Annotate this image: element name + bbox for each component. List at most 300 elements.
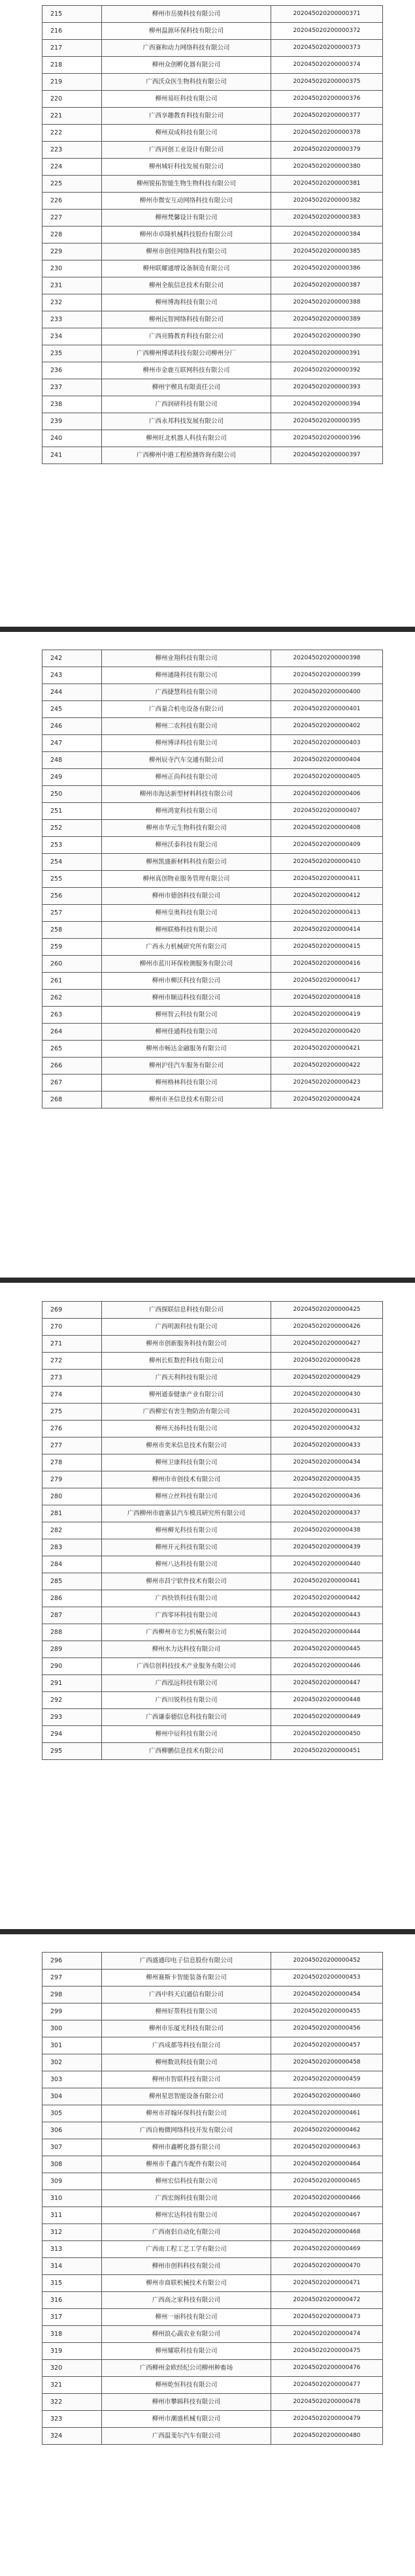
table-row xyxy=(42,1953,383,1970)
registration-code: 202045020200000410 xyxy=(271,854,383,871)
registration-code: 202045020200000425 xyxy=(271,1302,383,1319)
registration-code: 202045020200000444 xyxy=(271,1624,383,1641)
row-number: 267 xyxy=(42,1075,102,1092)
row-number: 223 xyxy=(42,142,102,159)
registration-code: 202045020200000422 xyxy=(271,1058,383,1075)
company-name: 柳州数讯科技有限公司 xyxy=(102,2054,271,2071)
company-name: 柳州凯盛新材料科技有限公司 xyxy=(102,854,271,871)
row-number: 273 xyxy=(42,1370,102,1387)
registration-code: 202045020200000404 xyxy=(271,752,383,769)
company-name: 柳州沃泰科技有限公司 xyxy=(102,837,271,854)
row-number: 294 xyxy=(42,1726,102,1743)
row-number: 284 xyxy=(42,1556,102,1573)
company-name: 广西盛通印电子信息股份有限公司 xyxy=(102,1953,271,1970)
row-number: 243 xyxy=(42,667,102,684)
table-row xyxy=(42,2275,383,2292)
table-row xyxy=(42,125,383,142)
registration-code: 202045020200000394 xyxy=(271,396,383,413)
registration-code: 202045020200000461 xyxy=(271,2105,383,2122)
company-name: 柳州赛斯卡智能装备有限公司 xyxy=(102,1970,271,1987)
row-number: 253 xyxy=(42,837,102,854)
company-name: 柳州皇奥科技有限公司 xyxy=(102,905,271,922)
table-row xyxy=(42,871,383,888)
company-name: 柳州水力达科技有限公司 xyxy=(102,1641,271,1658)
row-number: 224 xyxy=(42,159,102,176)
row-number: 275 xyxy=(42,1404,102,1421)
table-row xyxy=(42,396,383,413)
company-name: 柳州双成科技有限公司 xyxy=(102,125,271,142)
row-number: 249 xyxy=(42,769,102,786)
table-row xyxy=(42,1726,383,1743)
registration-code: 202045020200000397 xyxy=(271,447,383,464)
table-row xyxy=(42,159,383,176)
row-number: 234 xyxy=(42,328,102,345)
registration-code: 202045020200000418 xyxy=(271,990,383,1007)
table-row xyxy=(42,6,383,23)
company-name: 广西柳州金欧经纪公司柳州种畜场 xyxy=(102,2360,271,2377)
row-number: 299 xyxy=(42,2003,102,2020)
company-name: 广西探联信息科技有限公司 xyxy=(102,1302,271,1319)
company-name: 柳州市卓隆机械科技股份有限公司 xyxy=(102,227,271,243)
table-row xyxy=(42,91,383,108)
row-number: 244 xyxy=(42,684,102,701)
table-row xyxy=(42,701,383,718)
table-row xyxy=(42,973,383,990)
row-number: 250 xyxy=(42,786,102,803)
row-number: 322 xyxy=(42,2394,102,2411)
table-row xyxy=(42,905,383,922)
row-number: 304 xyxy=(42,2088,102,2105)
registration-code: 202045020200000453 xyxy=(271,1970,383,1987)
row-number: 317 xyxy=(42,2309,102,2326)
company-name: 柳州立丝科技有限公司 xyxy=(102,1488,271,1505)
registration-code: 202045020200000420 xyxy=(271,1024,383,1041)
table-row xyxy=(42,2377,383,2394)
company-name: 柳州温源环保科技有限公司 xyxy=(102,23,271,40)
registration-code: 202045020200000474 xyxy=(271,2326,383,2343)
registration-code: 202045020200000445 xyxy=(271,1641,383,1658)
registration-code: 202045020200000385 xyxy=(271,243,383,260)
company-name: 柳州市柳沃科技有限公司 xyxy=(102,973,271,990)
row-number: 240 xyxy=(42,430,102,447)
registration-code: 202045020200000439 xyxy=(271,1539,383,1556)
registration-code: 202045020200000398 xyxy=(271,650,383,667)
registration-code: 202045020200000414 xyxy=(271,922,383,939)
company-name: 柳州市德创科技有限公司 xyxy=(102,888,271,905)
company-name: 柳州市智联科技有限公司 xyxy=(102,2071,271,2088)
company-name: 柳州业翔科技有限公司 xyxy=(102,650,271,667)
company-name: 广西赛和动力网络科技有限公司 xyxy=(102,40,271,57)
registration-code: 202045020200000383 xyxy=(271,210,383,227)
registration-code: 202045020200000408 xyxy=(271,820,383,837)
registration-code: 202045020200000471 xyxy=(271,2275,383,2292)
company-name: 柳州好帮科技有限公司 xyxy=(102,2003,271,2020)
row-number: 314 xyxy=(42,2258,102,2275)
table-row xyxy=(42,1658,383,1675)
table-row xyxy=(42,939,383,956)
registration-code: 202045020200000434 xyxy=(271,1454,383,1471)
row-number: 280 xyxy=(42,1488,102,1505)
row-number: 288 xyxy=(42,1624,102,1641)
registration-code: 202045020200000381 xyxy=(271,176,383,193)
company-name: 柳州市顺迈科技有限公司 xyxy=(102,990,271,1007)
company-name: 柳州智云科技有限公司 xyxy=(102,1007,271,1024)
company-name: 广西自梅微网络科技开发有限公司 xyxy=(102,2122,271,2139)
table-row xyxy=(42,1058,383,1075)
registration-code: 202045020200000382 xyxy=(271,193,383,210)
company-name: 柳州旺北机器人科技有限公司 xyxy=(102,430,271,447)
company-name: 柳州长虹数控科技有限公司 xyxy=(102,1353,271,1370)
page-separator xyxy=(0,1278,415,1283)
row-number: 236 xyxy=(42,362,102,379)
company-name: 柳州卫康科技有限公司 xyxy=(102,1454,271,1471)
table-row xyxy=(42,2428,383,2445)
table-row xyxy=(42,2292,383,2309)
company-name: 柳州市创新服务科技有限公司 xyxy=(102,1336,271,1353)
registration-code: 202045020200000393 xyxy=(271,379,383,396)
row-number: 298 xyxy=(42,1987,102,2003)
company-name: 柳州城轩科技发展有限公司 xyxy=(102,159,271,176)
registration-code: 202045020200000417 xyxy=(271,973,383,990)
row-number: 276 xyxy=(42,1421,102,1437)
company-name: 广西谦泰德信息科技有限公司 xyxy=(102,1709,271,1726)
table-row xyxy=(42,854,383,871)
registration-code: 202045020200000411 xyxy=(271,871,383,888)
company-name: 柳州市千鑫汽车配件有限公司 xyxy=(102,2156,271,2173)
company-name: 广西河创工业设计有限公司 xyxy=(102,142,271,159)
company-name: 柳州中辰科技有限公司 xyxy=(102,1726,271,1743)
row-number: 278 xyxy=(42,1454,102,1471)
row-number: 297 xyxy=(42,1970,102,1987)
company-name: 柳州市市创技术有限公司 xyxy=(102,1471,271,1488)
row-number: 289 xyxy=(42,1641,102,1658)
table-row xyxy=(42,1590,383,1607)
row-number: 313 xyxy=(42,2241,102,2258)
company-name: 广西零环科技有限公司 xyxy=(102,1607,271,1624)
table-row xyxy=(42,57,383,74)
table-row xyxy=(42,2020,383,2037)
company-name: 广西柳宏有害生物防治有限公司 xyxy=(102,1404,271,1421)
registration-code: 202045020200000390 xyxy=(271,328,383,345)
company-name: 柳州易旺科技有限公司 xyxy=(102,91,271,108)
registration-code: 202045020200000464 xyxy=(271,2156,383,2173)
table-row xyxy=(42,2071,383,2088)
registration-code: 202045020200000454 xyxy=(271,1987,383,2003)
row-number: 231 xyxy=(42,277,102,294)
row-number: 324 xyxy=(42,2428,102,2445)
table-row xyxy=(42,2224,383,2241)
table-row xyxy=(42,1454,383,1471)
row-number: 268 xyxy=(42,1092,102,1108)
registration-code: 202045020200000480 xyxy=(271,2428,383,2445)
table-row xyxy=(42,2360,383,2377)
registration-code: 202045020200000421 xyxy=(271,1041,383,1058)
row-number: 277 xyxy=(42,1437,102,1454)
table-row xyxy=(42,447,383,464)
table-row xyxy=(42,956,383,973)
table-row xyxy=(42,210,383,227)
company-name: 广西温斐尔汽车有限公司 xyxy=(102,2428,271,2445)
registration-code: 202045020200000406 xyxy=(271,786,383,803)
registration-code: 202045020200000450 xyxy=(271,1726,383,1743)
registration-code: 202045020200000432 xyxy=(271,1421,383,1437)
row-number: 263 xyxy=(42,1007,102,1024)
company-name: 柳州开元科技有限公司 xyxy=(102,1539,271,1556)
company-name: 柳州宏达科技有限公司 xyxy=(102,2207,271,2224)
row-number: 230 xyxy=(42,260,102,277)
registration-code: 202045020200000437 xyxy=(271,1505,383,1522)
document-page-1 xyxy=(0,0,415,618)
registration-code: 202045020200000380 xyxy=(271,159,383,176)
row-number: 227 xyxy=(42,210,102,227)
row-number: 281 xyxy=(42,1505,102,1522)
registration-code: 202045020200000424 xyxy=(271,1092,383,1108)
table-row xyxy=(42,345,383,362)
company-name: 柳州市海达新型材料科技有限公司 xyxy=(102,786,271,803)
company-name: 广西捷慧科技有限公司 xyxy=(102,684,271,701)
registration-code: 202045020200000441 xyxy=(271,1573,383,1590)
table-row xyxy=(42,1319,383,1336)
row-number: 251 xyxy=(42,803,102,820)
registration-code: 202045020200000467 xyxy=(271,2207,383,2224)
row-number: 301 xyxy=(42,2037,102,2054)
row-number: 279 xyxy=(42,1471,102,1488)
registration-code: 202045020200000451 xyxy=(271,1743,383,1760)
registration-code: 202045020200000429 xyxy=(271,1370,383,1387)
registration-code: 202045020200000427 xyxy=(271,1336,383,1353)
company-name: 柳州博海科技有限公司 xyxy=(102,294,271,311)
company-name: 柳州市商联机械技术有限公司 xyxy=(102,2275,271,2292)
row-number: 269 xyxy=(42,1302,102,1319)
row-number: 303 xyxy=(42,2071,102,2088)
registration-code: 202045020200000463 xyxy=(271,2139,383,2156)
registration-code: 202045020200000416 xyxy=(271,956,383,973)
company-name: 广西润研科技有限公司 xyxy=(102,396,271,413)
registration-code: 202045020200000426 xyxy=(271,1319,383,1336)
company-name: 柳州联耀通增设备制造有限公司 xyxy=(102,260,271,277)
row-number: 293 xyxy=(42,1709,102,1726)
row-number: 305 xyxy=(42,2105,102,2122)
table-row xyxy=(42,2190,383,2207)
company-name: 柳州市蓝川环保检测服务有限公司 xyxy=(102,956,271,973)
table-row xyxy=(42,803,383,820)
table-row xyxy=(42,922,383,939)
table-row xyxy=(42,837,383,854)
row-number: 315 xyxy=(42,2275,102,2292)
row-number: 302 xyxy=(42,2054,102,2071)
company-name: 柳州鸿宽科技有限公司 xyxy=(102,803,271,820)
company-name: 广西川锐科技有限公司 xyxy=(102,1692,271,1709)
registration-code: 202045020200000403 xyxy=(271,735,383,752)
registration-code: 202045020200000446 xyxy=(271,1658,383,1675)
company-name: 广西宏阁科技有限公司 xyxy=(102,2190,271,2207)
page-separator xyxy=(0,1929,415,1934)
company-name: 柳州辰寺汽车交通有限公司 xyxy=(102,752,271,769)
table-row xyxy=(42,718,383,735)
company-name: 柳州柳光科技有限公司 xyxy=(102,1522,271,1539)
company-name: 柳州宏信科技有限公司 xyxy=(102,2173,271,2190)
registration-code: 202045020200000433 xyxy=(271,1437,383,1454)
company-name: 柳州市圣信息技术有限公司 xyxy=(102,1092,271,1108)
table-row xyxy=(42,1539,383,1556)
table-row xyxy=(42,2105,383,2122)
company-name: 广西高之家科技有限公司 xyxy=(102,2292,271,2309)
table-row xyxy=(42,2258,383,2275)
row-number: 238 xyxy=(42,396,102,413)
row-number: 242 xyxy=(42,650,102,667)
company-name: 柳州佳通科技有限公司 xyxy=(102,1024,271,1041)
registration-code: 202045020200000377 xyxy=(271,108,383,125)
registration-code: 202045020200000419 xyxy=(271,1007,383,1024)
registration-code: 202045020200000447 xyxy=(271,1675,383,1692)
row-number: 311 xyxy=(42,2207,102,2224)
company-table-3 xyxy=(42,1301,383,1760)
table-row xyxy=(42,243,383,260)
table-row xyxy=(42,1437,383,1454)
row-number: 245 xyxy=(42,701,102,718)
registration-code: 202045020200000388 xyxy=(271,294,383,311)
registration-code: 202045020200000460 xyxy=(271,2088,383,2105)
table-row xyxy=(42,667,383,684)
table-row xyxy=(42,1624,383,1641)
company-name: 广西明源科技有限公司 xyxy=(102,1319,271,1336)
table-row xyxy=(42,2054,383,2071)
company-name: 柳州沅智网络科技有限公司 xyxy=(102,311,271,328)
table-row xyxy=(42,1353,383,1370)
row-number: 255 xyxy=(42,871,102,888)
row-number: 233 xyxy=(42,311,102,328)
row-number: 239 xyxy=(42,413,102,430)
company-name: 柳州乾恒科技有限公司 xyxy=(102,2377,271,2394)
company-name: 柳州市创科科技有限公司 xyxy=(102,2258,271,2275)
company-name: 柳州通隆科技有限公司 xyxy=(102,667,271,684)
table-row xyxy=(42,362,383,379)
row-number: 274 xyxy=(42,1387,102,1404)
registration-code: 202045020200000392 xyxy=(271,362,383,379)
table-row xyxy=(42,277,383,294)
company-name: 柳州通泰健康产业有限公司 xyxy=(102,1387,271,1404)
table-row xyxy=(42,1692,383,1709)
registration-code: 202045020200000475 xyxy=(271,2343,383,2360)
document-page-4 xyxy=(0,1934,415,2576)
registration-code: 202045020200000452 xyxy=(271,1953,383,1970)
registration-code: 202045020200000477 xyxy=(271,2377,383,2394)
table-row xyxy=(42,1336,383,1353)
table-row xyxy=(42,176,383,193)
row-number: 320 xyxy=(42,2360,102,2377)
table-row xyxy=(42,735,383,752)
company-table-4 xyxy=(42,1952,383,2445)
row-number: 259 xyxy=(42,939,102,956)
table-row xyxy=(42,2207,383,2224)
registration-code: 202045020200000456 xyxy=(271,2020,383,2037)
table-row xyxy=(42,142,383,159)
row-number: 221 xyxy=(42,108,102,125)
table-row xyxy=(42,430,383,447)
row-number: 260 xyxy=(42,956,102,973)
registration-code: 202045020200000413 xyxy=(271,905,383,922)
row-number: 292 xyxy=(42,1692,102,1709)
table-row xyxy=(42,1387,383,1404)
company-name: 柳州宇楔具有限责任公司 xyxy=(102,379,271,396)
table-row xyxy=(42,820,383,837)
row-number: 258 xyxy=(42,922,102,939)
row-number: 312 xyxy=(42,2224,102,2241)
registration-code: 202045020200000449 xyxy=(271,1709,383,1726)
document-page-3 xyxy=(0,1283,415,1919)
company-name: 广西量合机电设备有限公司 xyxy=(102,701,271,718)
registration-code: 202045020200000458 xyxy=(271,2054,383,2071)
registration-code: 202045020200000478 xyxy=(271,2394,383,2411)
table-row xyxy=(42,786,383,803)
registration-code: 202045020200000402 xyxy=(271,718,383,735)
row-number: 216 xyxy=(42,23,102,40)
row-number: 290 xyxy=(42,1658,102,1675)
row-number: 228 xyxy=(42,227,102,243)
row-number: 266 xyxy=(42,1058,102,1075)
table-row xyxy=(42,2156,383,2173)
registration-code: 202045020200000412 xyxy=(271,888,383,905)
row-number: 282 xyxy=(42,1522,102,1539)
company-name: 广西柳州中港工程检测咨询有限公司 xyxy=(102,447,271,464)
registration-code: 202045020200000391 xyxy=(271,345,383,362)
registration-code: 202045020200000476 xyxy=(271,2360,383,2377)
row-number: 254 xyxy=(42,854,102,871)
registration-code: 202045020200000457 xyxy=(271,2037,383,2054)
company-name: 柳州浪心蔬农业有限公司 xyxy=(102,2326,271,2343)
registration-code: 202045020200000376 xyxy=(271,91,383,108)
row-number: 306 xyxy=(42,2122,102,2139)
registration-code: 202045020200000374 xyxy=(271,57,383,74)
row-number: 307 xyxy=(42,2139,102,2156)
company-name: 广西中科天启通信有限公司 xyxy=(102,1987,271,2003)
row-number: 264 xyxy=(42,1024,102,1041)
company-name: 柳州联格科技有限公司 xyxy=(102,922,271,939)
company-name: 柳州市微安互动网络科技有限公司 xyxy=(102,193,271,210)
table-row xyxy=(42,108,383,125)
company-name: 柳州市创佳网络科技有限公司 xyxy=(102,243,271,260)
table-row xyxy=(42,2326,383,2343)
registration-code: 202045020200000472 xyxy=(271,2292,383,2309)
row-number: 256 xyxy=(42,888,102,905)
company-name: 柳州梵馨设计有限公司 xyxy=(102,210,271,227)
table-row xyxy=(42,769,383,786)
registration-code: 202045020200000415 xyxy=(271,939,383,956)
company-name: 广西天利科技有限公司 xyxy=(102,1370,271,1387)
company-name: 广西柳鹏信息技术有限公司 xyxy=(102,1743,271,1760)
table-row xyxy=(42,1404,383,1421)
registration-code: 202045020200000470 xyxy=(271,2258,383,2275)
table-row xyxy=(42,1302,383,1319)
table-row xyxy=(42,2309,383,2326)
registration-code: 202045020200000443 xyxy=(271,1607,383,1624)
company-name: 广西柳州市宏力机械有限公司 xyxy=(102,1624,271,1641)
table-row xyxy=(42,650,383,667)
table-row xyxy=(42,2411,383,2428)
company-name: 广西泓远科技有限公司 xyxy=(102,1675,271,1692)
registration-code: 202045020200000399 xyxy=(271,667,383,684)
row-number: 265 xyxy=(42,1041,102,1058)
registration-code: 202045020200000378 xyxy=(271,125,383,142)
company-name: 广西柳州市鹿寨县汽车模具研究所有限公司 xyxy=(102,1505,271,1522)
registration-code: 202045020200000423 xyxy=(271,1075,383,1092)
registration-code: 202045020200000468 xyxy=(271,2224,383,2241)
row-number: 295 xyxy=(42,1743,102,1760)
table-row xyxy=(42,2241,383,2258)
registration-code: 202045020200000400 xyxy=(271,684,383,701)
registration-code: 202045020200000448 xyxy=(271,1692,383,1709)
company-name: 广西信创科技技术产业服务有限公司 xyxy=(102,1658,271,1675)
